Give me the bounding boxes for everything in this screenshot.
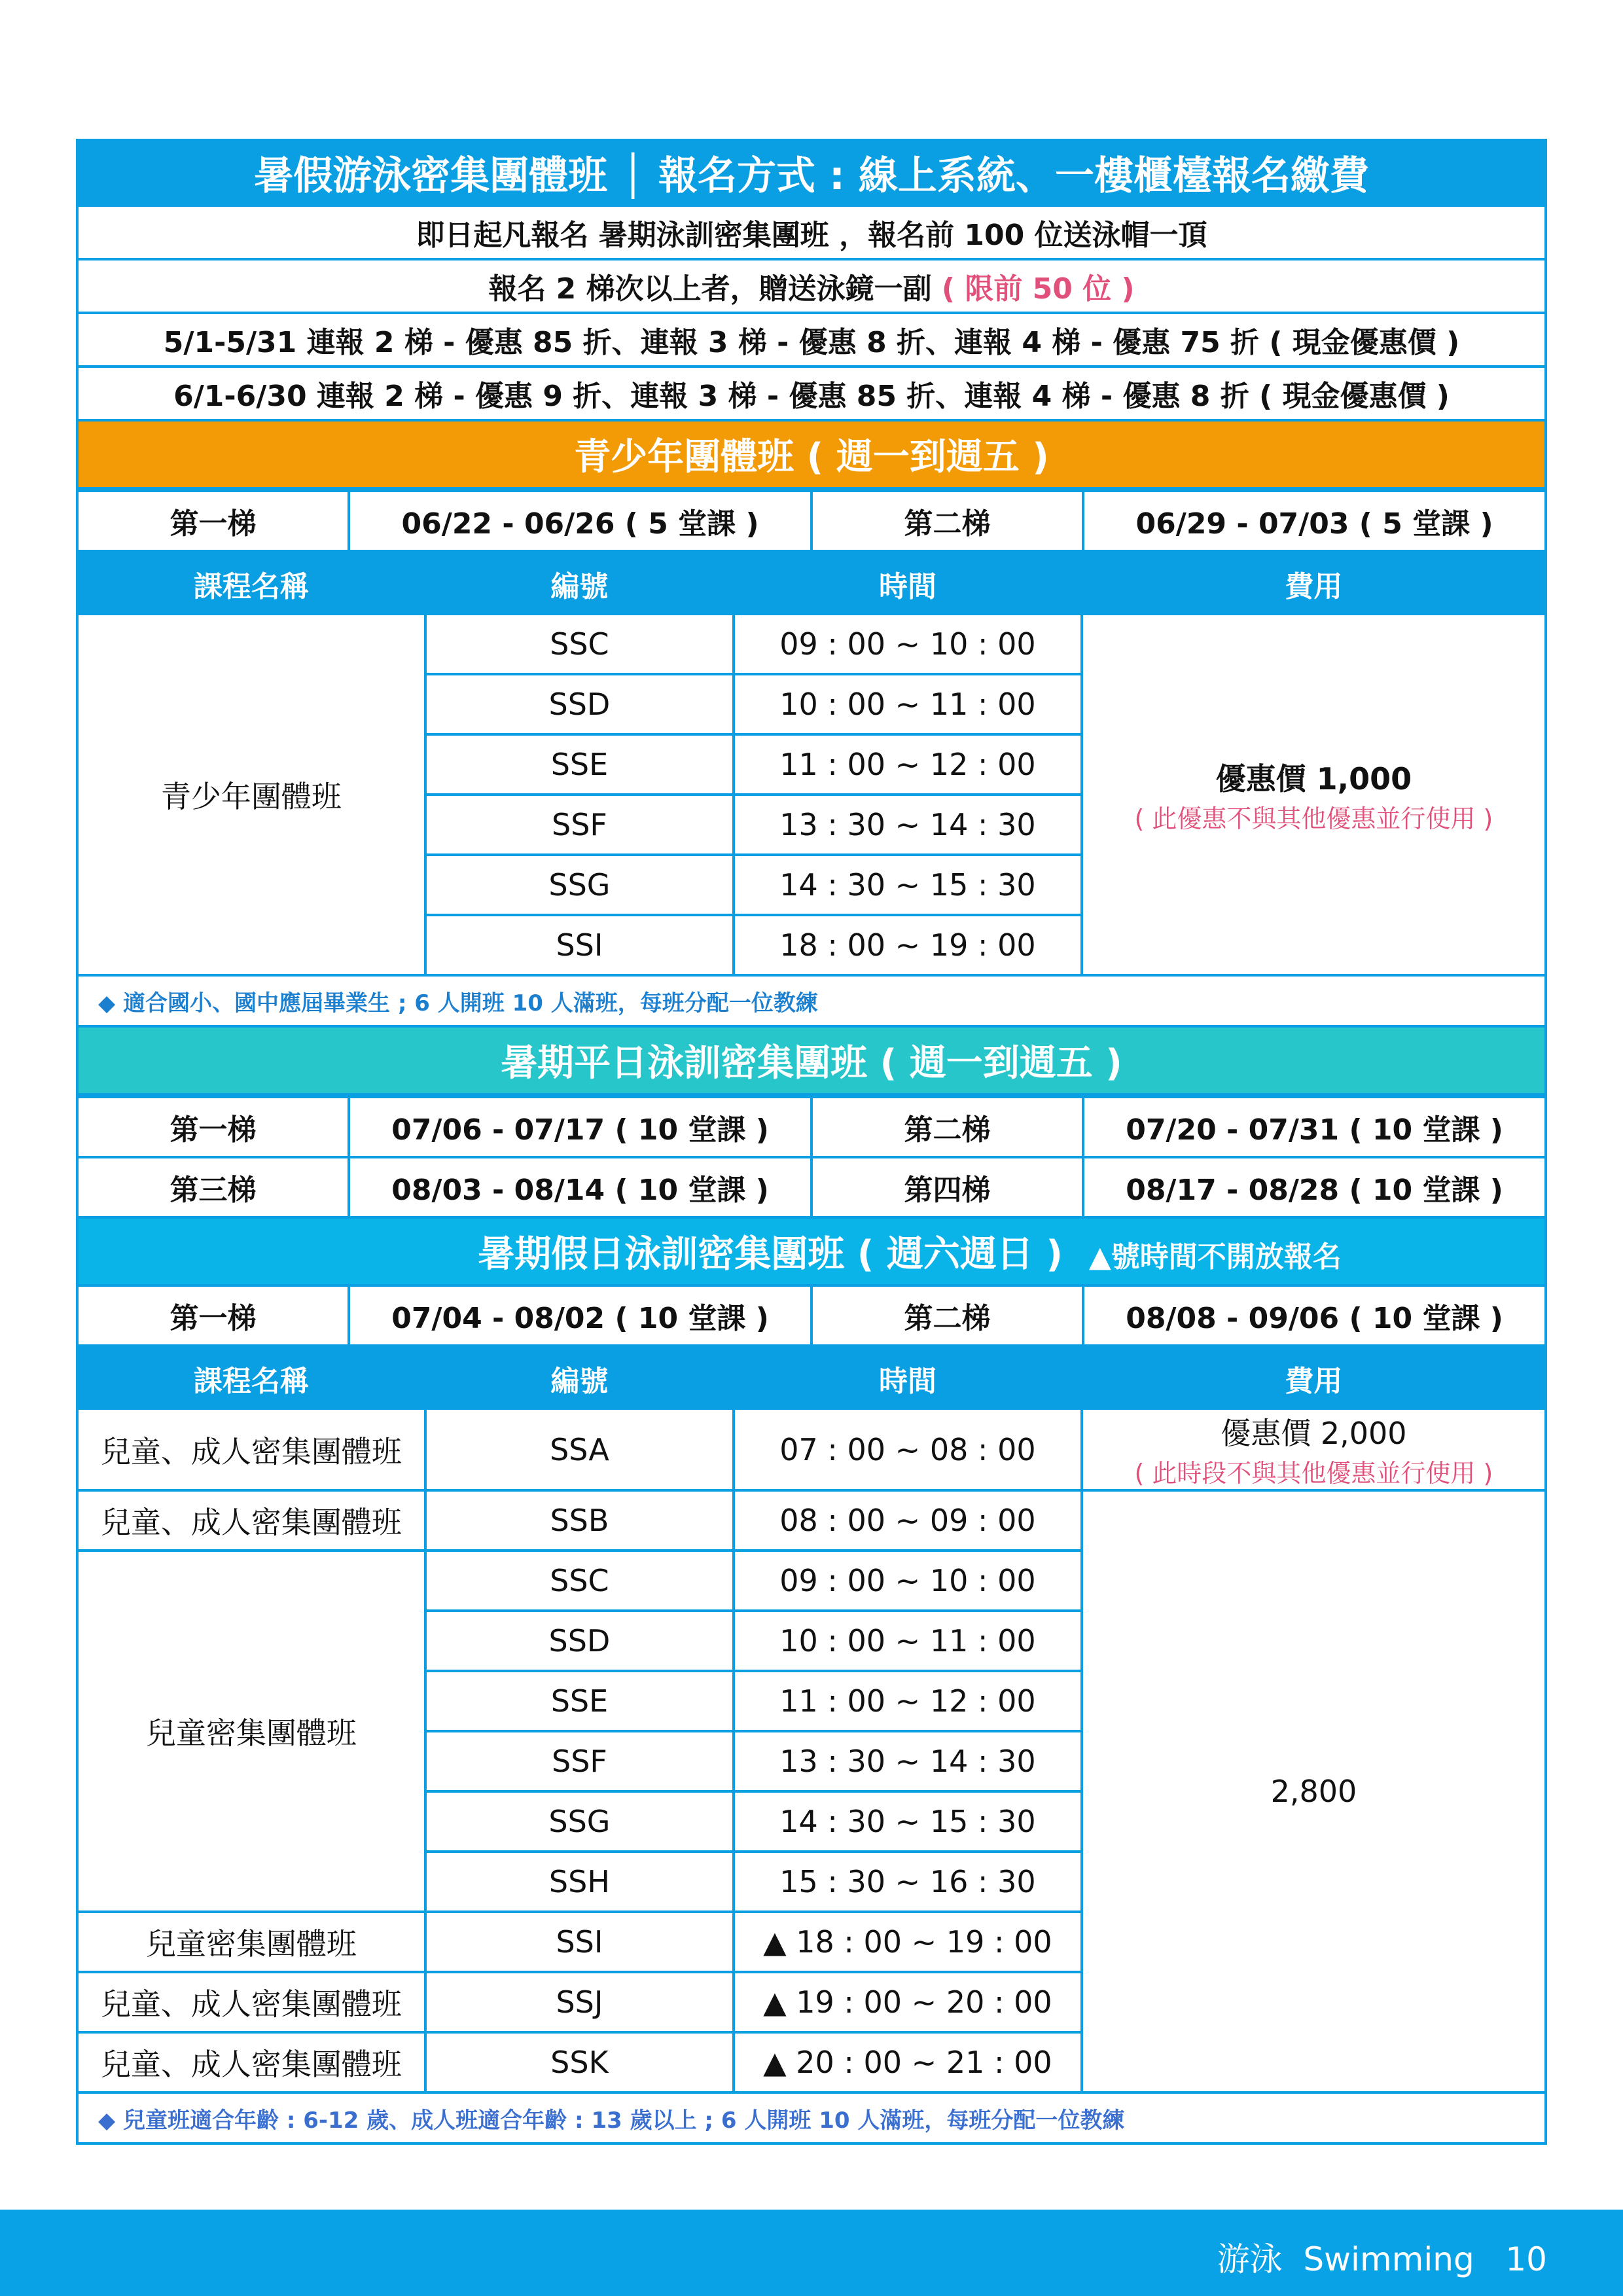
course-time: 09 : 00 ~ 10 : 00 [734,614,1082,674]
course-code: SSK [425,2032,734,2092]
price: 優惠價 1,000 [1215,761,1412,797]
course-code: SSI [425,915,734,975]
course-time: 10 : 00 ~ 11 : 00 [734,674,1082,734]
course-code: SSD [425,1611,734,1671]
page-title: 暑假游泳密集團體班 │ 報名方式 : 線上系統、一樓櫃檯報名繳費 [77,140,1546,206]
discount-may: 5/1-5/31 連報 2 梯 - 優惠 85 折、連報 3 梯 - 優惠 8 折、連報 4 梯 - 優惠 75 折 ( 現金優惠價 ) [77,313,1546,367]
footer-page-label: 游泳 Swimming 10 [1217,2240,1547,2278]
price-note: ( 此時段不與其他優惠並行使用 ) [1134,1459,1493,1488]
weekend-note: ◆ 兒童班適合年齡 : 6-12 歲、成人班適合年齡 : 13 歲以上 ; 6 人開班 10 人滿班，每班分配一位教練 [77,2092,1546,2144]
course-code: SSF [425,1731,734,1791]
course-code: SSE [425,734,734,795]
term-label: 第一梯 [77,491,349,551]
course-name: 兒童密集團體班 [77,1551,425,1912]
term-dates: 06/22 - 06/26 ( 5 堂課 ) [349,491,812,551]
term-label: 第一梯 [77,1097,349,1157]
term-label: 第四梯 [812,1157,1083,1217]
term-label: 第二梯 [812,1097,1083,1157]
col-code: 編號 [425,1348,734,1408]
term-dates: 08/08 - 09/06 ( 10 堂課 ) [1083,1285,1546,1346]
term-dates: 08/17 - 08/28 ( 10 堂課 ) [1083,1157,1546,1217]
course-time: 13 : 30 ~ 14 : 30 [734,795,1082,855]
table-row [77,1490,1546,1551]
course-name: 兒童、成人密集團體班 [77,1972,425,2032]
course-fee [1082,614,1546,975]
col-fee: 費用 [1082,1348,1546,1408]
course-name: 兒童密集團體班 [77,1912,425,1972]
youth-note: ◆ 適合國小、國中應屆畢業生 ; 6 人開班 10 人滿班，每班分配一位教練 [77,975,1546,1026]
course-code: SSD [425,674,734,734]
col-fee: 費用 [1082,554,1546,614]
course-name: 兒童、成人密集團體班 [77,1490,425,1551]
col-time: 時間 [734,1348,1082,1408]
weekend-title-text: 暑期假日泳訓密集團班 ( 週六週日 ) [478,1233,1063,1276]
youth-course-table [76,552,1547,1096]
course-code: SSH [425,1852,734,1912]
course-code: SSG [425,1791,734,1852]
course-time: 08 : 00 ~ 09 : 00 [734,1490,1082,1551]
term-label: 第一梯 [77,1285,349,1346]
course-code: SSC [425,614,734,674]
schedule-document [76,139,1547,2145]
header-table [76,139,1547,490]
col-course-name: 課程名稱 [77,554,425,614]
weekend-course-table [76,1347,1547,2145]
price: 優惠價 2,000 [1221,1416,1407,1451]
term-label: 第二梯 [812,491,1083,551]
course-fee-early [1082,1408,1546,1490]
course-code: SSC [425,1551,734,1611]
table-row [77,614,1546,674]
course-code: SSF [425,795,734,855]
course-code: SSI [425,1912,734,1972]
term-dates: 07/06 - 07/17 ( 10 堂課 ) [349,1097,812,1157]
course-time: 14 : 30 ~ 15 : 30 [734,1791,1082,1852]
promo-goggles-limit: ( 限前 50 位 ) [941,272,1135,306]
course-name: 青少年團體班 [77,614,425,975]
course-time: ▲ 19 : 00 ~ 20 : 00 [734,1972,1082,2032]
weekend-section-title [77,1217,1546,1285]
price-note: ( 此優惠不與其他優惠並行使用 ) [1134,804,1493,833]
promo-goggles-text: 報名 2 梯次以上者，贈送泳鏡一副 [488,272,932,306]
weekend-title-note: ▲號時間不開放報名 [1088,1240,1342,1274]
course-time: 13 : 30 ~ 14 : 30 [734,1731,1082,1791]
course-name: 兒童、成人密集團體班 [77,1408,425,1490]
course-code: SSE [425,1671,734,1731]
term-dates: 07/04 - 08/02 ( 10 堂課 ) [349,1285,812,1346]
course-time: 10 : 00 ~ 11 : 00 [734,1611,1082,1671]
term-dates: 07/20 - 07/31 ( 10 堂課 ) [1083,1097,1546,1157]
term-label: 第三梯 [77,1157,349,1217]
youth-section-title: 青少年團體班 ( 週一到週五 ) [77,420,1546,488]
term-label: 第二梯 [812,1285,1083,1346]
discount-june: 6/1-6/30 連報 2 梯 - 優惠 9 折、連報 3 梯 - 優惠 85 折、連報 4 梯 - 優惠 8 折 ( 現金優惠價 ) [77,367,1546,420]
course-time: 11 : 00 ~ 12 : 00 [734,1671,1082,1731]
course-time: 15 : 30 ~ 16 : 30 [734,1852,1082,1912]
table-row [77,1408,1546,1490]
course-name: 兒童、成人密集團體班 [77,2032,425,2092]
course-fee-regular: 2,800 [1082,1490,1546,2092]
course-time: ▲ 18 : 00 ~ 19 : 00 [734,1912,1082,1972]
page-footer [0,2210,1623,2296]
weekday-section-title: 暑期平日泳訓密集團班 ( 週一到週五 ) [77,1026,1546,1094]
promo-goggles [77,259,1546,313]
course-time: 18 : 00 ~ 19 : 00 [734,915,1082,975]
youth-terms [76,490,1547,552]
promo-cap: 即日起凡報名 暑期泳訓密集團班 ，報名前 100 位送泳帽一頂 [77,206,1546,259]
term-dates: 08/03 - 08/14 ( 10 堂課 ) [349,1157,812,1217]
course-time: 11 : 00 ~ 12 : 00 [734,734,1082,795]
col-course-name: 課程名稱 [77,1348,425,1408]
course-time: ▲ 20 : 00 ~ 21 : 00 [734,2032,1082,2092]
course-time: 09 : 00 ~ 10 : 00 [734,1551,1082,1611]
col-code: 編號 [425,554,734,614]
course-time: 14 : 30 ~ 15 : 30 [734,855,1082,915]
course-code: SSB [425,1490,734,1551]
term-dates: 06/29 - 07/03 ( 5 堂課 ) [1083,491,1546,551]
course-code: SSA [425,1408,734,1490]
course-code: SSG [425,855,734,915]
course-code: SSJ [425,1972,734,2032]
course-time: 07 : 00 ~ 08 : 00 [734,1408,1082,1490]
col-time: 時間 [734,554,1082,614]
weekday-terms [76,1096,1547,1347]
